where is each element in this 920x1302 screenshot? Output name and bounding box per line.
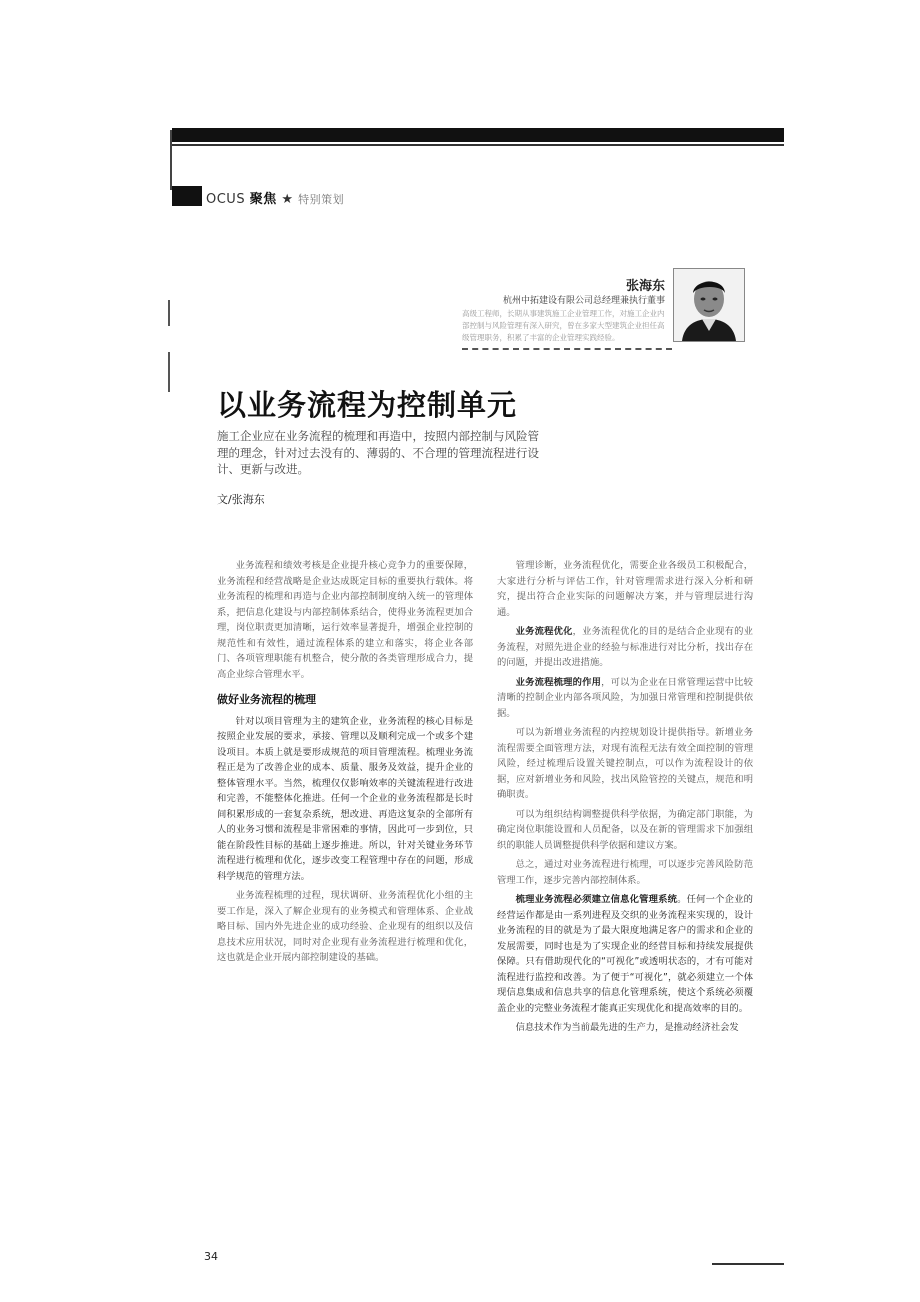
footer-rule — [712, 1263, 784, 1265]
page-number: 34 — [204, 1250, 218, 1263]
author-divider — [462, 348, 672, 350]
paragraph: 可以为新增业务流程的内控规划设计提供指导。新增业务流程需要全面管理方法，对现有流程无法有效全面控制的管理风险，经过梳理后设置关键控制点，可以作为流程设计的依据，应对新增业务和风险，找出风险管控的关键点，规范和明确职责。 — [497, 727, 753, 800]
paragraph-text: ，业务流程优化的目的是结合企业现有的业务流程，对照先进企业的经验与标准进行对比分析，找出存在的问题，并提出改进措施。 — [497, 626, 753, 668]
paragraph: 可以为组织结构调整提供科学依据，为确定部门职能，为确定岗位职能设置和人员配备，以及在新的管理需求下加强组织的职能人员调整提供科学依据和建议方案。 — [497, 808, 753, 851]
side-rule — [170, 130, 172, 190]
author-title: 杭州中拓建设有限公司总经理兼执行董事 — [502, 296, 665, 306]
paragraph: 业务流程和绩效考核是企业提升核心竞争力的重要保障，业务流程和经营战略是企业达成既定目标的重要执行载体。将业务流程的梳理和再造与企业内部控制制度纳入统一的管理体系，把信息化建设与内部控制体系结合，使得业务流程更加合理，岗位职责更加清晰，运行效率显著提升，增强企业控制的规范性和有效性，通过流程体系的建立和落实，将企业各部门、各项管理职能有机整合，使分散的各类管理形成合力，提高企业综合管理水平。 — [217, 560, 473, 680]
article-lead: 施工企业应在业务流程的梳理和再造中，按照内部控制与风险管理的理念，针对过去没有的、薄弱的、不合理的管理流程进行设计、更新与改进。 — [217, 429, 539, 476]
section-subtitle: 特别策划 — [298, 193, 345, 206]
paragraph-lead-bold: 梳理业务流程必须建立信息化管理系统 — [515, 894, 678, 905]
paragraph-text: ，可以为企业在日常管理运营中比较清晰的控制企业内部各项风险，为加强日常管理和控制提供依据。 — [497, 676, 753, 719]
paragraph: 管理诊断，业务流程优化，需要企业各级员工积极配合，大家进行分析与评估工作，针对管理需求进行深入分析和研究，提出符合企业实际的问题解决方案，并与管理层进行沟通。 — [497, 560, 753, 618]
author-photo — [673, 268, 745, 342]
margin-tick — [168, 352, 170, 392]
body-column-right — [497, 558, 753, 1040]
paragraph — [497, 675, 753, 722]
article-headline: 以业务流程为控制单元 — [217, 388, 518, 422]
portrait-photo-icon — [674, 269, 744, 341]
paragraph: 总之，通过对业务流程进行梳理，可以逐步完善风险防范管理工作，逐步完善内部控制体系。 — [497, 859, 753, 886]
margin-tick — [168, 300, 170, 326]
author-name: 张海东 — [625, 279, 665, 294]
paragraph — [497, 892, 753, 1016]
author-bio: 高级工程师，长期从事建筑施工企业管理工作，对施工企业内部控制与风险管理有深入研究，曾在多家大型建筑企业担任高级管理职务，积累了丰富的企业管理实践经验。 — [462, 309, 665, 342]
body-column-left — [217, 558, 473, 970]
paragraph-lead-bold: 业务流程梳理的作用 — [515, 676, 602, 688]
header-rule-thick — [172, 128, 784, 142]
article-byline: 文/张海东 — [217, 493, 265, 506]
section-star-icon: ★ — [281, 192, 294, 207]
paragraph-lead-bold: 业务流程优化 — [515, 626, 573, 637]
section-name: 聚焦 — [249, 192, 277, 207]
header-rule-thin — [172, 144, 784, 146]
section-prefix: OCUS — [206, 192, 246, 207]
paragraph: 针对以项目管理为主的建筑企业，业务流程的核心目标是按照企业发展的要求，承接、管理以及顺利完成一个或多个建设项目。本质上就是要形成规范的项目管理流程。梳理业务流程正是为了改善企业的成本、质量、服务及效益，提升企业的整体管理水平。当然，梳理仅仅影响效率的关键流程进行改进和完善，不能整体化推进。任何一个企业的业务流程都是长时间积累形成的一套复杂系统，想改进、再造这复杂的全部所有人的业务习惯和流程是非常困难的事情，因此可一步到位，只能在阶段性目标的基础上逐步推进。所以，针对关键业务环节流程进行梳理和优化，逐步改变工程管理中存在的问题，形成科学规范的管理方法。 — [217, 715, 473, 882]
paragraph-text: 。任何一个企业的经营运作都是由一系列进程及交织的业务流程来实现的，设计业务流程的目的就是为了最大限度地满足客户的需求和企业的发展需要，同时也是为了实现企业的经营目标和持续发展提供保障。只有借助现代化的“可视化”或透明状态的，才有可能对流程进行监控和改善。为了便于“可视化”，就必须建立一个体现信息集成和信息共享的信息化管理系统，使这个系统必须覆盖企业的完整业务流程才能真正实现优化和提高效率的目的。 — [497, 894, 753, 1014]
section-logo-block — [172, 186, 202, 206]
paragraph — [497, 624, 753, 671]
section-header — [206, 188, 344, 207]
paragraph: 业务流程梳理的过程，现状调研、业务流程优化小组的主要工作是，深入了解企业现有的业务模式和管理体系、企业战略目标、国内外先进企业的成功经验、企业现有的组织以及信息技术应用状况，同时对企业现有业务流程进行梳理和优化，这也就是企业开展内部控制建设的基础。 — [217, 890, 473, 963]
paragraph: 信息技术作为当前最先进的生产力，是推动经济社会发 — [515, 1022, 739, 1033]
section-heading: 做好业务流程的梳理 — [217, 693, 316, 706]
